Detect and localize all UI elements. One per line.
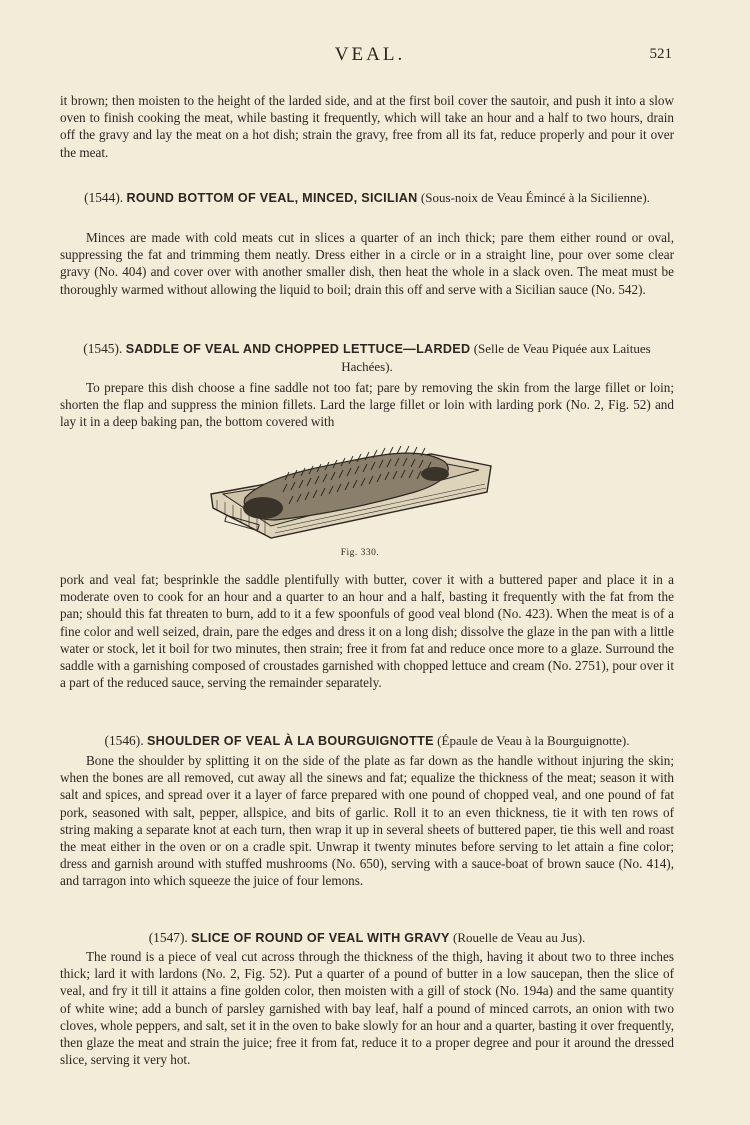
running-header bbox=[0, 44, 750, 68]
figure-caption: Fig. 330. bbox=[340, 548, 380, 558]
recipe-heading-1544 bbox=[60, 189, 674, 207]
recipe-text-1544: Minces are made with cold meats cut in slices a quarter of an inch thick; pare them either round or oval, suppressing the fat and trimming them neatly. Dress either in a circle or in a straight line, pour over some clear gravy (No. 404) and cover over with another smaller dish, then heat the whole in a slack oven. The meat must be thoroughly warmed without allowing the liquid to boil; drain this off and serve with a Sicilian sauce (No. 542). bbox=[60, 230, 674, 297]
recipe-french-name: (Épaule de Veau à la Bourguignotte). bbox=[437, 733, 630, 748]
recipe-name: SHOULDER OF VEAL À LA BOURGUIGNOTTE bbox=[146, 734, 434, 748]
recipe-french-name: (Sous-noix de Veau Émincé à la Sicilienne). bbox=[420, 190, 650, 205]
recipe-number: (1545). bbox=[83, 341, 123, 356]
recipe-heading-1547 bbox=[60, 929, 674, 947]
continuation-paragraph: it brown; then moisten to the height of the larded side, and at the first boil cover the sautoir, and push it into a slow oven to finish cooking the meat, while basting it frequently, which will take an hour and a half to two hours, drain off the gravy and lay the meat on a hot dish; strain the gravy, free from all its fat, reduce properly and pour it over the meat. bbox=[60, 93, 674, 160]
recipe-name: SLICE OF ROUND OF VEAL WITH GRAVY bbox=[191, 931, 450, 945]
recipe-heading-1545 bbox=[60, 340, 674, 375]
recipe-text-1545-continued: pork and veal fat; besprinkle the saddle plentifully with butter, cover it with a buttered paper and place it in a moderate oven to cook for an hour and a quarter to an hour and a half, basting it frequently with the fat from the pan; should this fat threaten to burn, add to it a few spoonfuls of good veal blond (No. 423). When the meat is of a fine color and well seized, drain, pare the edges and dress it on a long dish; dissolve the glaze in the pan with a little water or stock, let it boil for two minutes, then strain; free it from fat and reduce once more to a glaze. Surround the saddle with a garnishing composed of croustades garnished with chopped lettuce and cream (No. 2751), pour over it a part of the reduced sauce, serving the remainder separately. bbox=[60, 572, 674, 691]
recipe-french-name: (Rouelle de Veau au Jus). bbox=[453, 930, 586, 945]
baking-pan-icon bbox=[205, 436, 515, 546]
recipe-text-1546: Bone the shoulder by splitting it on the side of the plate as far down as the handle without injuring the skin; when the bones are all removed, cut away all the sinews and fat; equalize the thickness of the meat; season it with salt and spices, and spread over it a layer of farce prepared with one pound of chopped veal, and one pound of fat pork, seasoned with salt, pepper, allspice, and bits of garlic. Roll it to an even thickness, tie it with ten rows of string making a separate knot at each turn, then wrap it up in several sheets of buttered paper, tie this well and roast the meat either in the oven or on a cradle spit. Unwrap it twenty minutes before serving to let attain a fine color; dress and garnish around with stuffed mushrooms (No. 650), serving with a sauce-boat of brown sauce (No. 414), and tarragon into which squeeze the juice of four lemons. bbox=[60, 753, 674, 889]
recipe-number: (1547). bbox=[148, 930, 188, 945]
recipe-text-1547: The round is a piece of veal cut across through the thickness of the thigh, having it about two to three inches thick; lard it with lardons (No. 2, Fig. 52). Put a quarter of a pound of butter in a low saucepan, then the slice of veal, and fry it till it attains a fine golden color, then moisten with a gill of stock (No. 194a) and the same quantity of white wine; add a bunch of parsley garnished with bay leaf, half a pound of minced carrots, an onion with two cloves, whole peppers, and salt, set it in the oven to bake slowly for an hour and a quarter, basting it over frequently, then glaze the meat and strain the juice; free it from fat, reduce it to a proper degree and pour it around the dressed slice, serving it very hot. bbox=[60, 949, 674, 1068]
recipe-number: (1544). bbox=[84, 190, 124, 205]
recipe-text-1545: To prepare this dish choose a fine saddle not too fat; pare by removing the skin from the large fillet or loin; shorten the flap and suppress the minion fillets. Lard the large fillet or loin with larding pork (No. 2, Fig. 52) and lay it in a deep baking pan, the bottom covered with bbox=[60, 380, 674, 430]
chapter-title: VEAL. bbox=[334, 44, 406, 65]
recipe-name: ROUND BOTTOM OF VEAL, MINCED, SICILIAN bbox=[126, 191, 418, 205]
page-number: 521 bbox=[649, 46, 672, 62]
recipe-number: (1546). bbox=[104, 733, 144, 748]
recipe-heading-1546 bbox=[60, 732, 674, 750]
recipe-name: SADDLE OF VEAL AND CHOPPED LETTUCE—LARDED bbox=[125, 342, 471, 356]
recipe-french-name: (Selle de Veau Piquée aux Laitues Hachées). bbox=[341, 341, 651, 374]
larded-saddle-of-veal-illustration bbox=[205, 436, 515, 546]
